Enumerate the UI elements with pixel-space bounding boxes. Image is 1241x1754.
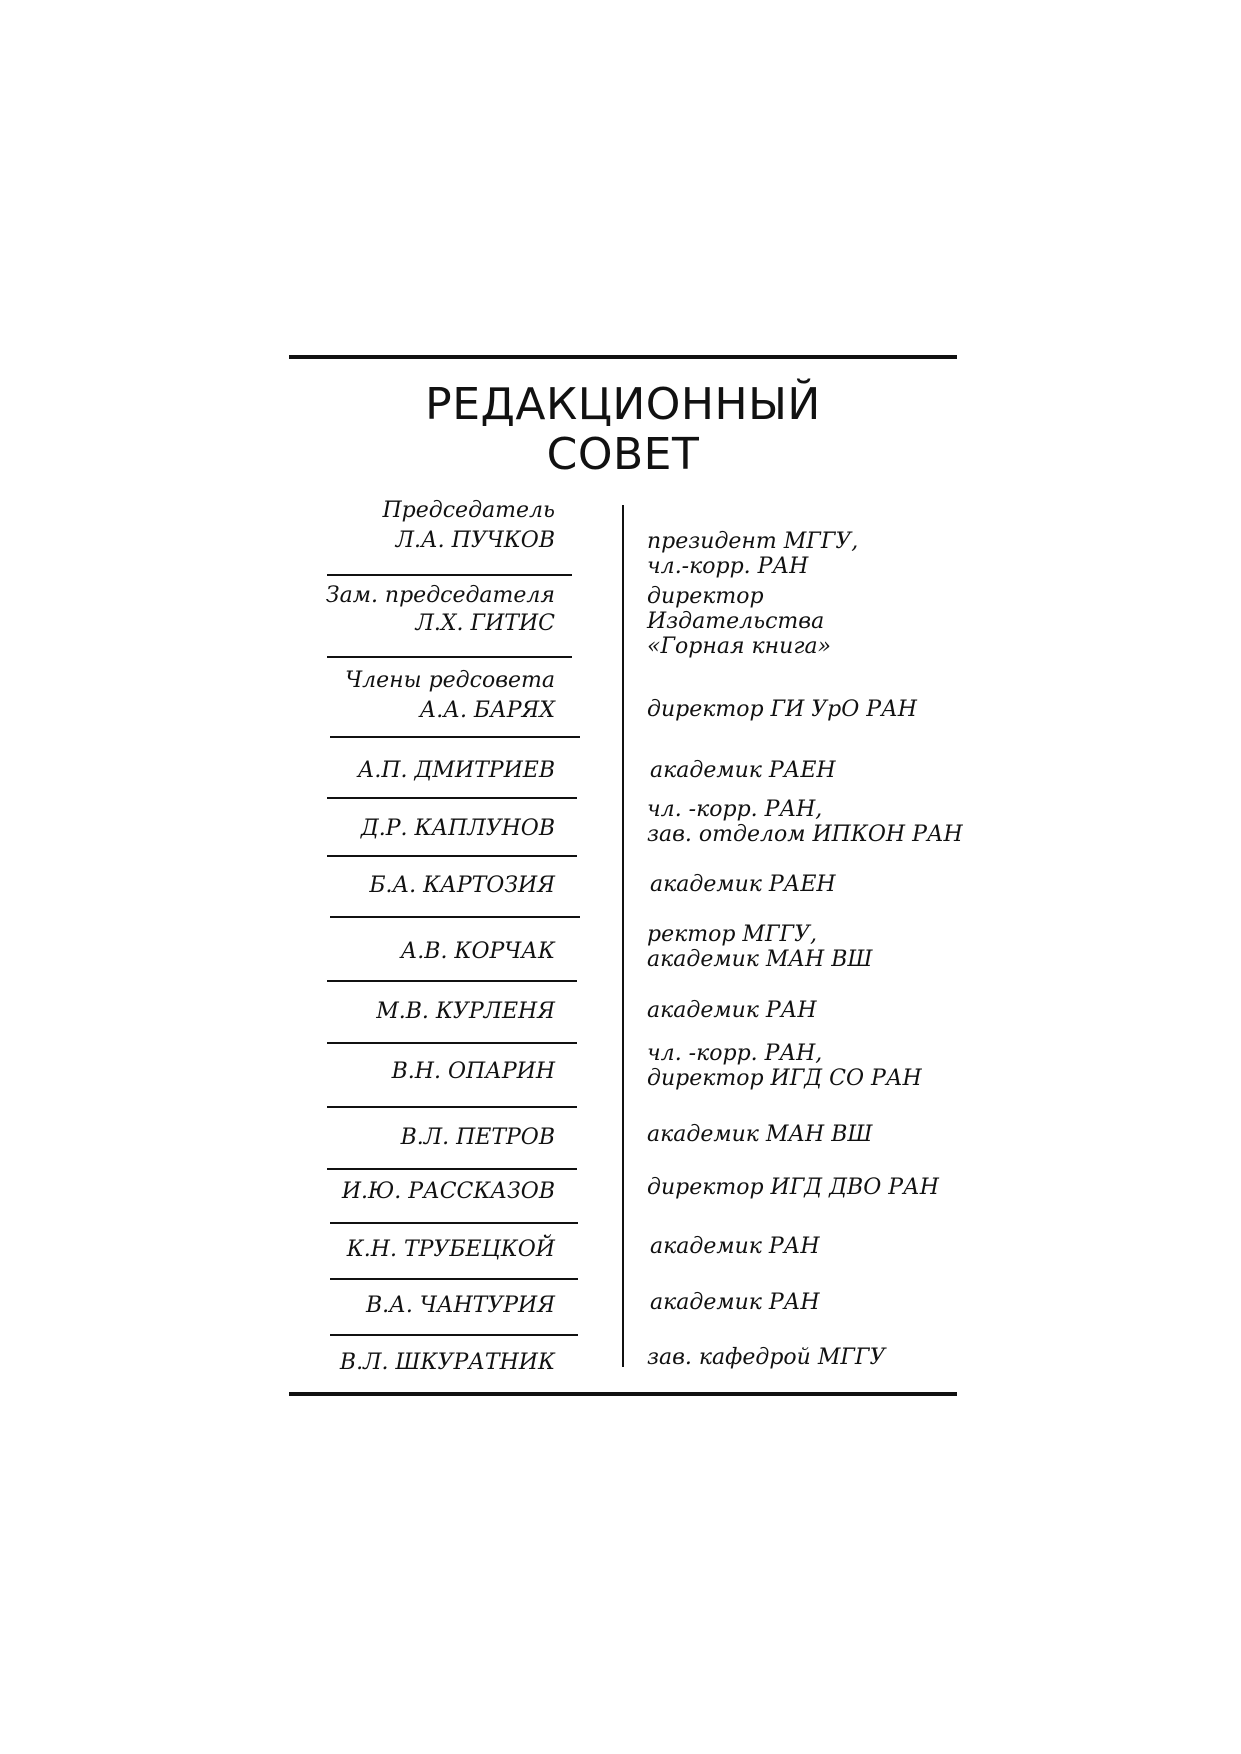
- member-name: Л.А. ПУЧКОВ: [395, 528, 555, 553]
- column-divider: [622, 505, 624, 1367]
- member-name: В.Л. ПЕТРОВ: [400, 1125, 555, 1150]
- member-name: Б.А. КАРТОЗИЯ: [369, 873, 555, 898]
- member-name: Д.Р. КАПЛУНОВ: [360, 816, 555, 841]
- row-separator: [327, 797, 577, 799]
- row-separator: [330, 736, 580, 738]
- member-position: директор Издательства «Горная книга»: [647, 584, 832, 659]
- row-separator: [327, 656, 572, 658]
- row-separator: [327, 574, 572, 576]
- member-name: В.Л. ШКУРАТНИК: [339, 1350, 555, 1375]
- row-separator: [327, 1042, 577, 1044]
- member-name: К.Н. ТРУБЕЦКОЙ: [346, 1237, 555, 1262]
- member-name: А.В. КОРЧАК: [400, 939, 555, 964]
- member-position: зав. кафедрой МГГУ: [647, 1345, 886, 1370]
- bottom-rule: [289, 1392, 957, 1396]
- member-name: И.Ю. РАССКАЗОВ: [341, 1179, 555, 1204]
- member-position: директор ГИ УрО РАН: [647, 697, 917, 722]
- member-position: академик РАЕН: [650, 872, 836, 897]
- member-name: М.В. КУРЛЕНЯ: [376, 999, 555, 1024]
- row-separator: [327, 1106, 577, 1108]
- row-separator: [330, 916, 580, 918]
- member-name: В.А. ЧАНТУРИЯ: [366, 1293, 555, 1318]
- title-line-2: СОВЕТ: [546, 429, 700, 480]
- row-separator: [330, 1222, 578, 1224]
- member-name: А.А. БАРЯХ: [419, 698, 555, 723]
- row-separator: [330, 1334, 578, 1336]
- member-position: академик МАН ВШ: [647, 1122, 873, 1147]
- role-chair: Председатель: [382, 498, 555, 523]
- title-line-1: РЕДАКЦИОННЫЙ: [425, 379, 821, 430]
- row-separator: [327, 1168, 577, 1170]
- row-separator: [330, 1278, 578, 1280]
- row-separator: [327, 855, 577, 857]
- member-position: чл. -корр. РАН, зав. отделом ИПКОН РАН: [647, 797, 963, 847]
- member-name: А.П. ДМИТРИЕВ: [357, 758, 555, 783]
- member-position: чл. -корр. РАН, директор ИГД СО РАН: [647, 1041, 922, 1091]
- page-title: [289, 380, 957, 480]
- member-name: Л.Х. ГИТИС: [415, 611, 555, 636]
- member-position: ректор МГГУ, академик МАН ВШ: [647, 922, 873, 972]
- role-members: Члены редсовета: [345, 668, 555, 693]
- member-position: президент МГГУ, чл.-корр. РАН: [647, 529, 859, 579]
- member-position: академик РАН: [647, 998, 817, 1023]
- row-separator: [327, 980, 577, 982]
- member-position: директор ИГД ДВО РАН: [647, 1175, 939, 1200]
- member-position: академик РАЕН: [650, 758, 836, 783]
- member-position: академик РАН: [650, 1290, 820, 1315]
- top-rule: [289, 355, 957, 359]
- member-position: академик РАН: [650, 1234, 820, 1259]
- role-deputy: Зам. председателя: [325, 583, 555, 608]
- member-name: В.Н. ОПАРИН: [391, 1059, 555, 1084]
